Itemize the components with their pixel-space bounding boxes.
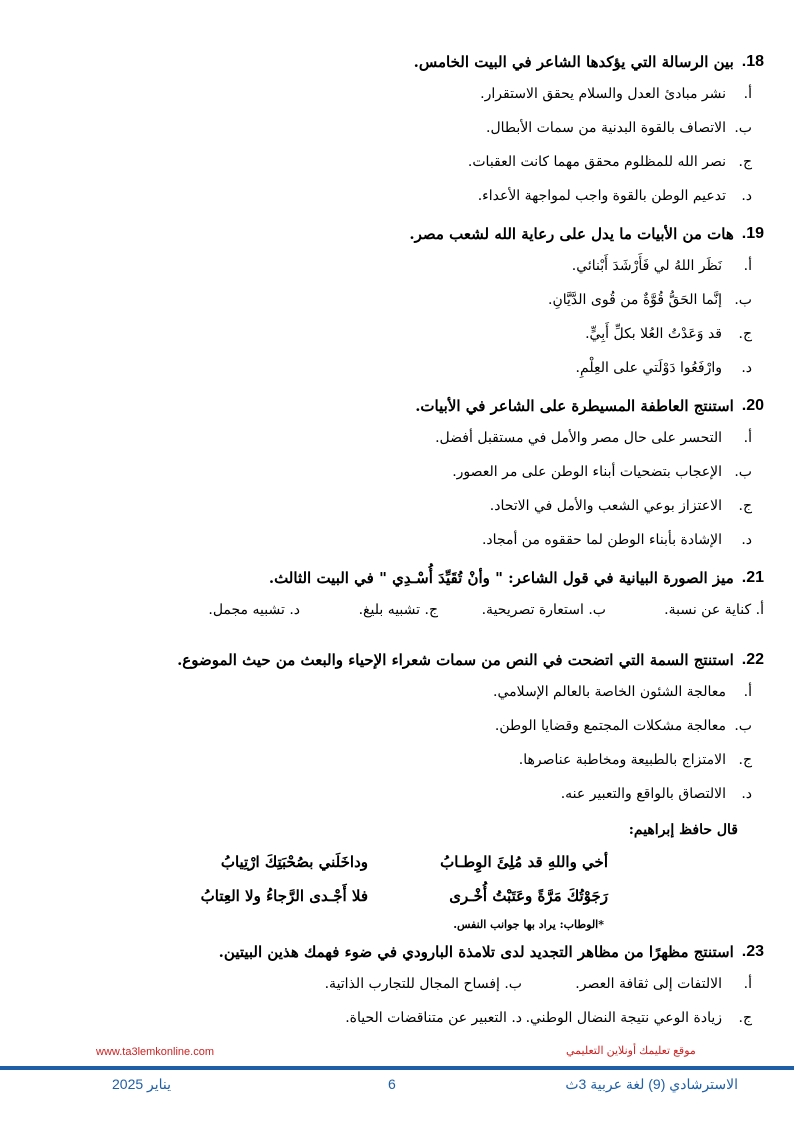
option-a[interactable]: أ. نشر مبادئ العدل والسلام يحقق الاستقرار. <box>480 86 752 102</box>
question-23 <box>30 942 764 1028</box>
option-a[interactable]: أ. كناية عن نسبة. <box>664 602 764 618</box>
option-c[interactable]: ج. زيادة الوعي نتيجة النضال الوطني. <box>525 1010 752 1026</box>
question-number: 23. <box>741 943 764 960</box>
question-text: بين الرسالة التي يؤكدها الشاعر في البيت الخامس. <box>413 53 734 71</box>
question-number: 18. <box>741 53 764 70</box>
question-text: استنتج العاطفة المسيطرة على الشاعر في الأبيات. <box>415 397 734 415</box>
site-name: موقع تعليمك أونلاين التعليمي <box>566 1045 696 1057</box>
option-c[interactable]: ج. الاعتزاز بوعي الشعب والأمل في الاتحاد. <box>489 498 752 514</box>
option-b[interactable]: ب. إنَّما الحَقُّ قُوَّةٌ من قُوى الدَّيَّانِ. <box>548 292 752 308</box>
option-b[interactable]: ب. إفساح المجال للتجارب الذاتية. <box>324 976 522 992</box>
option-b[interactable]: ب. معالجة مشكلات المجتمع وقضايا الوطن. <box>494 718 752 734</box>
verse-first-half: رَجَوْتُكَ مَرَّةً وعَتَبْتُ أُخْـرى <box>449 887 608 905</box>
verse-2 <box>38 886 738 906</box>
option-c[interactable]: ج. قد وَعَدْتُ العُلا بكلِّ أَبِيٍّ. <box>585 326 752 342</box>
option-d[interactable]: د. تشبيه مجمل. <box>208 602 300 618</box>
option-d[interactable]: د. وارْفَعُوا دَوْلَتي على العِلْمِ. <box>575 360 752 376</box>
verse-first-half: أخي واللهِ قد مُلِئَ الوِطـابُ <box>440 853 608 871</box>
question-text: استنتج مظهرًا من مظاهر التجديد لدى تلامذة البارودي في ضوء فهمك هذين البيتين. <box>218 943 734 961</box>
question-number: 21. <box>741 569 764 586</box>
question-header <box>30 568 764 588</box>
verse-second-half: وداخَلَني بصُحْبَتِكَ ارْتِيابُ <box>220 853 368 871</box>
option-a[interactable]: أ. التحسر على حال مصر والأمل في مستقبل أفضل. <box>435 430 752 446</box>
question-header <box>30 650 764 670</box>
exam-date: يناير 2025 <box>112 1076 172 1092</box>
option-b[interactable]: ب. استعارة تصريحية. <box>481 602 606 618</box>
option-d[interactable]: د. الالتصاق بالواقع والتعبير عنه. <box>560 786 752 802</box>
question-21 <box>30 568 764 620</box>
option-b[interactable]: ب. الاتصاف بالقوة البدنية من سمات الأبطال. <box>486 120 752 136</box>
question-header <box>30 224 764 244</box>
option-d[interactable]: د. تدعيم الوطن بالقوة واجب لمواجهة الأعداء. <box>477 188 752 204</box>
poem-title: قال حافظ إبراهيم: <box>628 822 738 838</box>
site-url[interactable]: www.ta3lemkonline.com <box>96 1046 214 1058</box>
question-20 <box>30 396 764 550</box>
question-number: 19. <box>741 225 764 242</box>
option-b[interactable]: ب. الإعجاب بتضحيات أبناء الوطن على مر العصور. <box>452 464 752 480</box>
option-d[interactable]: د. التعبير عن متناقضات الحياة. <box>345 1010 522 1026</box>
option-c[interactable]: ج. تشبيه بليغ. <box>358 602 438 618</box>
poem-block <box>38 822 738 931</box>
question-header <box>30 942 764 962</box>
page-number: 6 <box>388 1076 396 1092</box>
question-18 <box>30 52 764 206</box>
options-row <box>30 600 764 620</box>
question-number: 22. <box>741 651 764 668</box>
question-number: 20. <box>741 397 764 414</box>
vocabulary-note: *الوطاب: يراد بها جوانب النفس. <box>453 918 604 931</box>
option-a[interactable]: أ. نَظَر اللهُ لي فَأَرْشَدَ أَبْنائي. <box>571 258 752 274</box>
question-text: ميز الصورة البيانية في قول الشاعر: " وأنْ تُقَيِّدَ أُسْـدِي " في البيت الثالث. <box>268 569 734 587</box>
verse-second-half: فلا أَجْـدى الرَّجاءُ ولا العِتابُ <box>200 887 368 905</box>
verse-1 <box>38 852 738 872</box>
footer-rule <box>0 1066 794 1070</box>
option-a[interactable]: أ. الالتفات إلى ثقافة العصر. <box>575 976 752 992</box>
options-row-1 <box>30 974 752 994</box>
question-22 <box>30 650 764 804</box>
question-header <box>30 396 764 416</box>
question-text: هات من الأبيات ما يدل على رعاية الله لشعب مصر. <box>409 225 734 243</box>
option-d[interactable]: د. الإشادة بأبناء الوطن لما حققوه من أمجاد. <box>481 532 752 548</box>
options-row-2 <box>30 1008 752 1028</box>
option-a[interactable]: أ. معالجة الشئون الخاصة بالعالم الإسلامي. <box>493 684 752 700</box>
option-c[interactable]: ج. نصر الله للمظلوم محقق مهما كانت العقبات. <box>467 154 752 170</box>
exam-title: الاسترشادي (9) لغة عربية 3ث <box>565 1076 738 1092</box>
question-text: استنتج السمة التي اتضحت في النص من سمات شعراء الإحياء والبعث من حيث الموضوع. <box>177 651 734 669</box>
question-header <box>30 52 764 72</box>
question-19 <box>30 224 764 378</box>
option-c[interactable]: ج. الامتزاج بالطبيعة ومخاطبة عناصرها. <box>518 752 752 768</box>
